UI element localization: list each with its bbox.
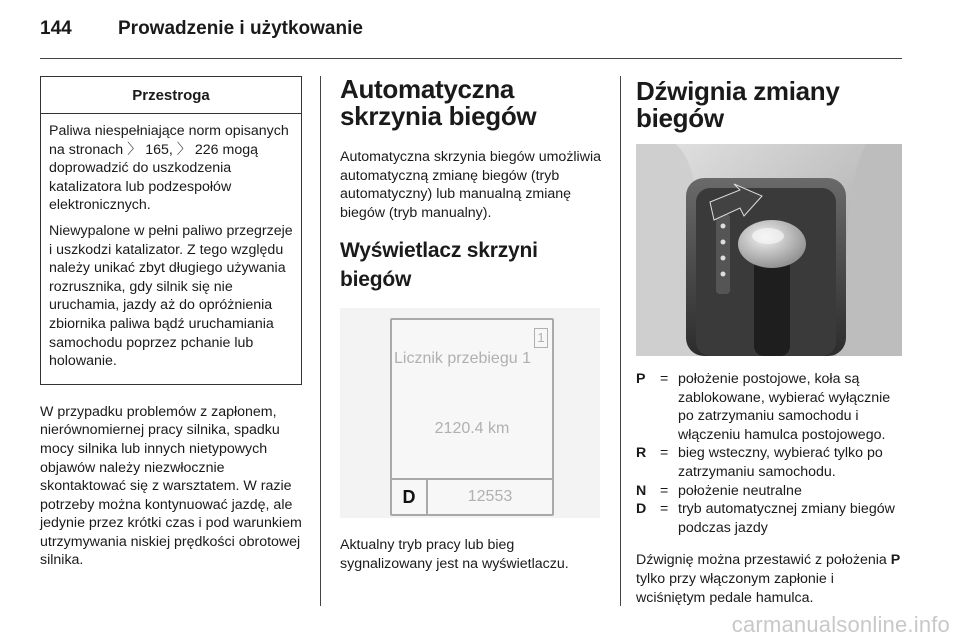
closing-gear-letter: P [890,552,901,569]
gear-description: położenie postojowe, koła są zablokowane, wybierać wyłącznie po zatrzymaniu samochodu i włączeniu hamulca postojowego. [678,371,891,443]
column-right [636,76,904,607]
current-gear: D [392,480,428,514]
section-heading: Dźwignia zmiany biegów [636,76,840,133]
watermark: carmanualsonline.info [731,612,950,637]
page-header [40,18,363,48]
odometer-value: 12553 [467,488,513,506]
trip-label: Licznik przebiegu 1 [394,350,531,368]
column-middle [340,76,606,574]
closing-paragraph [636,551,904,607]
column-divider [320,76,321,606]
intro-paragraph: Automatyczna skrzynia biegów umożliwia automatyczną zmianę biegów (tryb automatyczny) lub manualną zmianę biegów (tryb manualny). [340,149,602,221]
warning-title: Przestroga [41,77,301,114]
warning-box [40,76,302,385]
header-rule [40,58,902,59]
gearbox-display-illustration [340,308,600,518]
section-heading: Automatyczna skrzynia biegów [340,74,537,131]
subsection-heading: Wyświetlacz skrzyni biegów [340,239,538,292]
gear-positions-list [636,370,904,537]
equals-sign: = [660,371,669,387]
display-caption: Aktualny tryb pracy lub bieg sygnalizowany jest na wyświetlaczu. [340,537,569,572]
gear-description: tryb automatycznej zmiany biegów podczas jazdy [678,501,895,536]
gear-letter: P [636,371,646,387]
gear-status-bar [392,478,552,514]
chapter-title: Prowadzenie i użytkowanie [118,18,363,39]
list-item [636,500,904,537]
gear-description: położenie neutralne [678,482,802,499]
column-left [40,76,302,570]
warning-body [41,114,301,384]
equals-sign: = [660,501,669,518]
gear-lever-image [636,144,902,356]
gear-letter: D [636,501,647,518]
column-divider [620,76,621,606]
equals-sign: = [660,482,669,499]
page-number: 144 [40,18,72,39]
closing-text-end: tylko przy włączonym zapłonie i wciśniętym pedale hamulca. [636,570,834,606]
list-item [636,370,904,444]
warning-paragraph: Paliwa niespełniające norm opisanych na stronach 〉 165, 〉 226 mogą doprowadzić do uszkodzenia katalizatora lub podzespołów elektronicznych. [49,123,289,214]
gear-letter: N [636,482,647,499]
gear-lever-photo [636,144,902,356]
gear-letter: R [636,445,647,462]
ignition-problems-paragraph: W przypadku problemów z zapłonem, nierównomiernej pracy silnika, spadku mocy silnika lub innych nietypowych objawów należy niezwłocznie skontaktować się z warsztatem. W razie potrzeby można kontynuować jazdę, ale jedynie przez krótki czas i pod warunkiem utrzymywania niskiej prędkości obrotowej silnika. [40,403,302,569]
list-item [636,444,904,481]
warning-paragraph: Niewypalone w pełni paliwo przegrzeje i uszkodzi katalizator. Z tego względu należy unikać zbyt długiego używania rozrusznika, gdy silnik się nie uruchamia, jazdy aż do opróżnienia zbiornika paliwa bądź uruchamiania samochodu poprzez pchanie lub holowanie. [49,222,293,370]
closing-text-start: Dźwignię można przestawić z położenia [636,552,891,569]
gear-description: bieg wsteczny, wybierać tylko po zatrzymaniu samochodu. [678,445,883,480]
equals-sign: = [660,445,669,462]
list-item [636,482,904,501]
trip-distance: 2120.4 km [434,420,510,438]
trip-number-icon: 1 [534,328,548,348]
instrument-display [390,318,554,516]
